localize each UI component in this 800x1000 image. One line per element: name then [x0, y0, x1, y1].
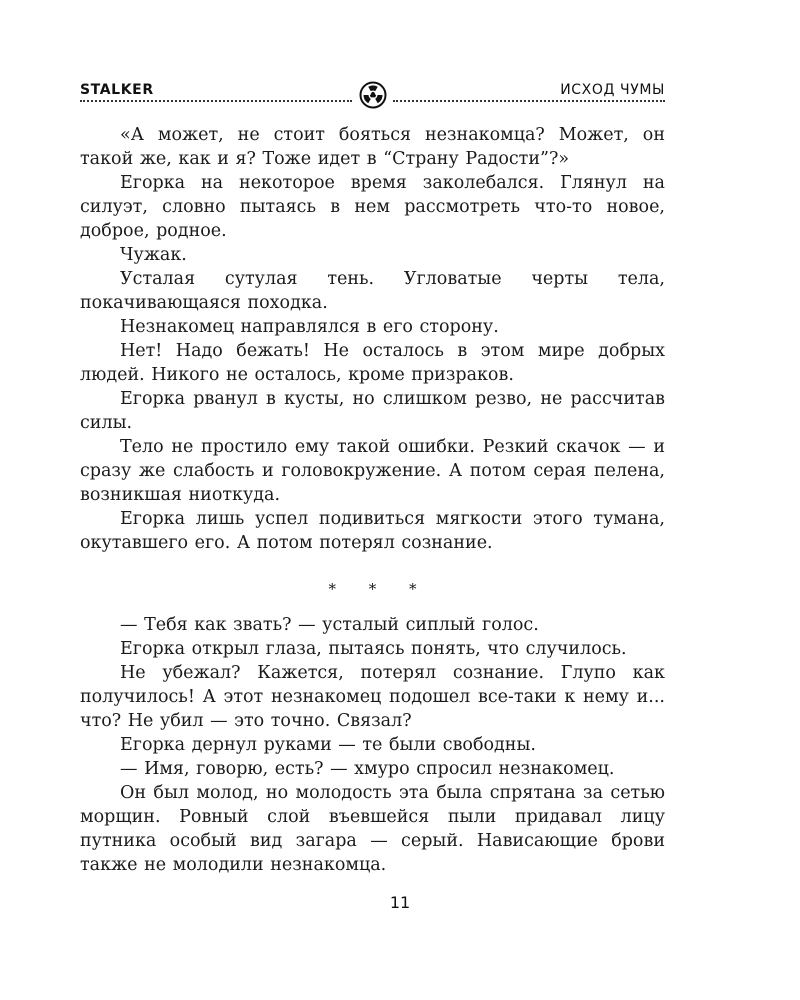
separator-asterisk: * [409, 580, 417, 598]
book-page [80, 78, 665, 877]
paragraph: Егорка на некоторое время заколебался. Глянул на силуэт, словно пытаясь в нем рассмотреть что-то новое, доброе, родное. [80, 173, 665, 241]
paragraph: Егорка рванул в кусты, но слишком резво, не рассчитав силы. [80, 389, 665, 433]
header-dotted-rule-left [80, 100, 352, 102]
paragraph: Нет! Надо бежать! Не осталось в этом мире добрых людей. Никого не осталось, кроме призраков. [80, 341, 665, 385]
paragraph: Тело не простило ему такой ошибки. Резкий скачок — и сразу же слабость и головокружение. А потом серая пелена, возникшая ниоткуда. [80, 437, 665, 505]
paragraph: Егорка открыл глаза, пытаясь понять, что случилось. [120, 639, 627, 659]
paragraph: Незнакомец направлялся в его сторону. [120, 317, 499, 337]
paragraph: Егорка лишь успел подивиться мягкости этого тумана, окутавшего его. А потом потерял сознание. [80, 509, 665, 553]
header-dotted-rule-right [393, 100, 665, 102]
series-title: STALKER [80, 82, 154, 98]
paragraph: «А может, не стоит бояться незнакомца? Может, он такой же, как и я? Тоже идет в “Страну Радости”?» [80, 125, 665, 169]
paragraph: Не убежал? Кажется, потерял сознание. Глупо как получилось! А этот незнакомец подошел все-таки к нему и... что? Не убил — это точно. Связал? [80, 663, 665, 731]
book-title: ИСХОД ЧУМЫ [560, 82, 665, 98]
section-separator [80, 577, 665, 601]
separator-asterisk: * [368, 580, 377, 598]
paragraph: Егорка дернул руками — те были свободны. [120, 735, 536, 755]
page-number: 11 [389, 893, 411, 912]
paragraph: Он был молод, но молодость эта была спрятана за сетью морщин. Ровный слой въевшейся пыли придавал лицу путника особый вид загара — серый. Нависающие брови также не молодили незнакомца. [80, 783, 665, 875]
paragraph: Усталая сутулая тень. Угловатые черты тела, покачивающаяся походка. [80, 269, 665, 313]
body-text [80, 123, 665, 877]
separator-asterisk: * [328, 580, 336, 598]
radiation-icon [359, 81, 387, 109]
paragraph: — Тебя как звать? — усталый сиплый голос. [120, 615, 539, 635]
paragraph: Чужак. [120, 245, 187, 265]
running-header [80, 78, 665, 112]
paragraph: — Имя, говорю, есть? — хмуро спросил незнакомец. [120, 759, 615, 779]
